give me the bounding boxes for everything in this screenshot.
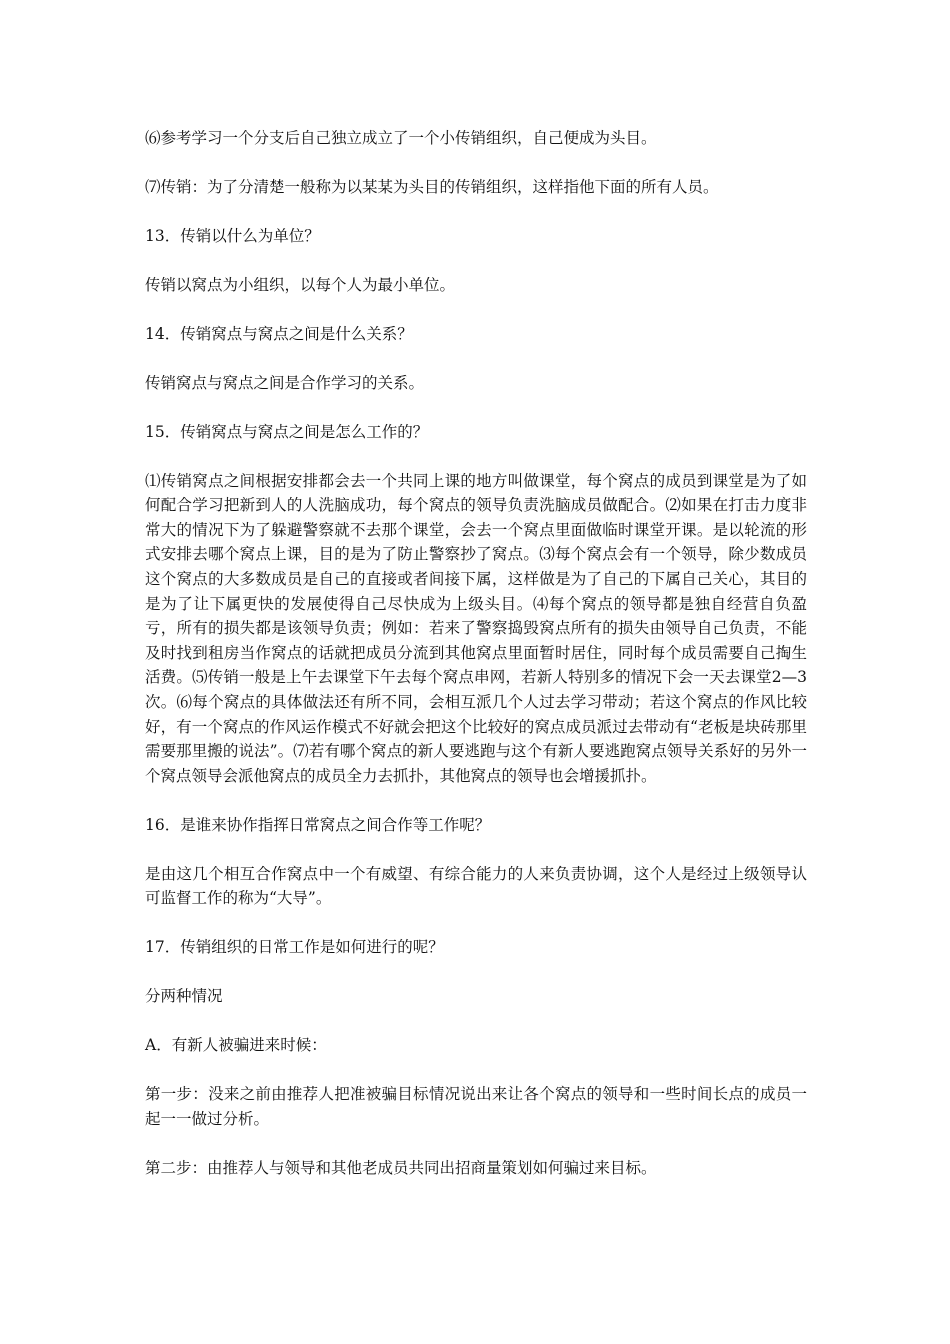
answer-14: 传销窝点与窝点之间是合作学习的关系。: [145, 373, 425, 392]
question-14: 14．传销窝点与窝点之间是什么关系？: [145, 324, 413, 343]
step-1: 第一步：没来之前由推荐人把准被骗目标情况说出来让各个窝点的领导和一些时间长点的成员一起一一做过分析。: [145, 1085, 807, 1128]
answer-17-intro: 分两种情况: [145, 987, 223, 1006]
answer-16: 是由这几个相互合作窝点中一个有威望、有综合能力的人来负责协调，这个人是经过上级领导认可监督工作的称为“大导”。: [145, 864, 807, 908]
paragraph-item-7: ⑺传销：为了分清楚一般称为以某某为头目的传销组织，这样指他下面的所有人员。: [145, 177, 719, 196]
question-16: 16．是谁来协作指挥日常窝点之间合作等工作呢？: [145, 815, 491, 834]
paragraph-item-6: ⑹参考学习一个分支后自己独立成立了一个小传销组织，自己便成为头目。: [145, 129, 657, 147]
case-a-heading: A．有新人被骗进来时候：: [145, 1036, 327, 1055]
document-body: [145, 126, 807, 1180]
answer-13: 传销以窝点为小组织，以每个人为最小单位。: [145, 275, 456, 294]
question-15: 15．传销窝点与窝点之间是怎么工作的？: [145, 422, 429, 441]
answer-15: ⑴传销窝点之间根据安排都会去一个共同上课的地方叫做课堂，每个窝点的成员到课堂是为了如何配合学习把新到人的人洗脑成功，每个窝点的领导负责洗脑成员做配合。⑵如果在打击力度非常大的情况下为了躲避警察就不去那个课堂，会去一个窝点里面做临时课堂开课。是以轮流的形式安排去哪个窝点上课，目的是为了防止警察抄了窝点。⑶每个窝点会有一个领导，除少数成员这个窝点的大多数成员是自己的直接或者间接下属，这样做是为了自己的下属自己关心，其目的是为了让下属更快的发展使得自己尽快成为上级头目。⑷每个窝点的领导都是独自经营自负盈亏，所有的损失都是该领导负责；例如：若来了警察捣毁窝点所有的损失由领导自己负责，不能及时找到租房当作窝点的话就把成员分流到其他窝点里面暂时居住，同时每个成员需要自己掏生活费。⑸传销一般是上午去课堂下午去每个窝点串网，若新人特别多的情况下会一天去课堂2—3次。⑹每个窝点的具体做法还有所不同，会相互派几个人过去学习带动；若这个窝点的作风比较好，有一个窝点的作风运作模式不好就会把这个比较好的窝点成员派过去带动有“老板是块砖那里需要那里搬的说法”。⑺若有哪个窝点的新人要逃跑与这个有新人要逃跑窝点领导关系好的另外一个窝点领导会派他窝点的成员全力去抓扑，其他窝点的领导也会增援抓扑。: [145, 471, 807, 785]
question-17: 17．传销组织的日常工作是如何进行的呢？: [145, 938, 444, 957]
question-13: 13．传销以什么为单位？: [145, 226, 320, 245]
step-2: 第二步：由推荐人与领导和其他老成员共同出招商量策划如何骗过来目标。: [145, 1158, 657, 1177]
